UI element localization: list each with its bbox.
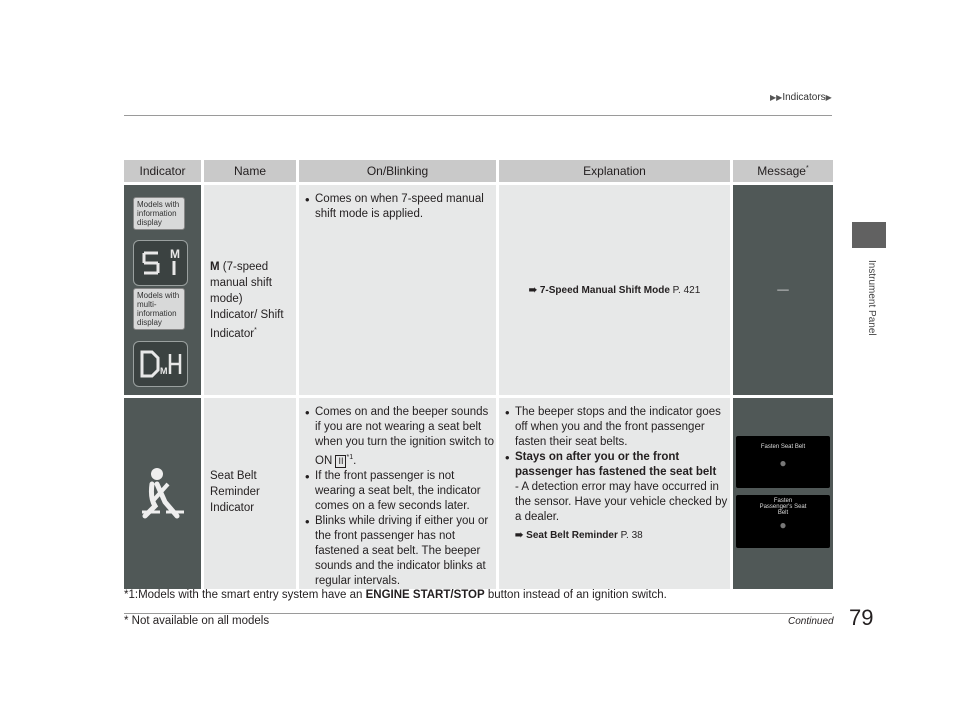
seat-belt-icon: ● bbox=[779, 518, 787, 532]
triangle-icon: ▶ bbox=[825, 93, 832, 102]
page-number: 79 bbox=[849, 605, 874, 630]
shift-indicator-icon bbox=[133, 240, 188, 286]
footnote-mark: *1 bbox=[346, 454, 354, 461]
footnote-text: button instead of an ignition switch. bbox=[487, 589, 667, 601]
header-indicator: Indicator bbox=[124, 160, 201, 182]
list-item: • Blinks while driving if either you or the front passenger has not fastened a seat belt. The beeper sounds and the indicator blinks at regular intervals. bbox=[305, 514, 496, 589]
list-text: - A detection error may have occurred in the sensor. Have your vehicle checked by a dealer. bbox=[515, 481, 728, 523]
screen-text: Fasten Passenger's Seat Belt bbox=[759, 498, 807, 516]
table-header-row bbox=[124, 160, 833, 182]
indicator-cell bbox=[124, 185, 201, 395]
message-cell bbox=[730, 185, 833, 395]
name-mark: * bbox=[254, 327, 257, 334]
cross-reference bbox=[499, 285, 730, 296]
header-message-label: Message bbox=[757, 164, 806, 178]
not-available-note: * Not available on all models bbox=[124, 615, 270, 627]
list-item: • Comes on and the beeper sounds if you are not wearing a seat belt when you turn the ignition switch to ON II $^{*1}$. bbox=[305, 405, 496, 469]
footer-rule bbox=[124, 613, 832, 614]
list-bold: Stays on after you or the front passenger has fastened the seat belt bbox=[515, 451, 717, 478]
header-on-blinking: On/Blinking bbox=[296, 160, 496, 182]
header-message-mark: * bbox=[805, 165, 809, 172]
message-dash: — bbox=[777, 284, 789, 296]
cross-reference bbox=[515, 528, 730, 543]
footnote-bold: ENGINE START/STOP bbox=[365, 589, 485, 601]
ref-title: Seat Belt Reminder bbox=[526, 530, 618, 541]
list-item: • Comes on when 7-speed manual shift mode is applied. bbox=[305, 192, 496, 222]
indicator-table bbox=[124, 157, 833, 592]
list-item: • The beeper stops and the indicator goes off when you and the front passenger fasten their seat belts. bbox=[505, 405, 730, 450]
header-message bbox=[730, 160, 833, 182]
models-tag: Models with multi- information display bbox=[133, 288, 185, 330]
manual-mode-icon bbox=[133, 341, 188, 387]
name-cell bbox=[201, 185, 296, 395]
name-cell bbox=[201, 398, 296, 589]
section-label: Instrument Panel bbox=[866, 260, 877, 336]
message-screen bbox=[736, 436, 830, 488]
section-tab bbox=[852, 222, 886, 248]
list-text: Comes on and the beeper sounds if you are not wearing a seat belt when you turn the ignition switch to ON bbox=[315, 406, 494, 467]
table-row bbox=[124, 398, 833, 589]
message-screen bbox=[736, 495, 830, 548]
name-bold: M bbox=[210, 261, 220, 273]
on-blinking-cell bbox=[296, 185, 496, 395]
triangle-icon: ▶▶ bbox=[770, 93, 783, 102]
ref-page: P. 38 bbox=[620, 530, 643, 541]
seat-belt-icon: ● bbox=[779, 456, 787, 470]
reference-arrow-icon: ➠ bbox=[515, 530, 524, 541]
message-cell bbox=[730, 398, 833, 589]
svg-text:M: M bbox=[160, 366, 168, 376]
explanation-cell bbox=[496, 398, 730, 589]
header-name: Name bbox=[201, 160, 296, 182]
list-item bbox=[505, 450, 730, 543]
ref-title: 7-Speed Manual Shift Mode bbox=[539, 285, 670, 296]
seat-belt-icon bbox=[138, 466, 188, 524]
header-explanation: Explanation bbox=[496, 160, 730, 182]
footnote bbox=[124, 589, 667, 601]
on-blinking-cell bbox=[296, 398, 496, 589]
ref-page: P. 421 bbox=[672, 285, 701, 296]
name-text: (7-speed manual shift mode) Indicator/ Shift Indicator bbox=[210, 261, 284, 340]
explanation-cell bbox=[496, 185, 730, 395]
svg-text:M: M bbox=[170, 247, 180, 261]
ignition-position-icon: II bbox=[335, 455, 346, 468]
name-text: Seat Belt Reminder Indicator bbox=[210, 470, 260, 514]
screen-text: Fasten Seat Belt bbox=[760, 444, 806, 450]
table-row bbox=[124, 185, 833, 395]
breadcrumb bbox=[770, 92, 832, 103]
models-tag: Models with information display bbox=[133, 197, 185, 230]
header-rule bbox=[124, 115, 832, 116]
list-item: • If the front passenger is not wearing a seat belt, the indicator comes on a few seconds later. bbox=[305, 469, 496, 514]
continued-label: Continued bbox=[788, 616, 834, 627]
indicator-cell bbox=[124, 398, 201, 589]
breadcrumb-label: Indicators bbox=[782, 92, 826, 103]
reference-arrow-icon: ➠ bbox=[528, 285, 538, 296]
footnote-text: *1:Models with the smart entry system have an bbox=[124, 589, 363, 601]
